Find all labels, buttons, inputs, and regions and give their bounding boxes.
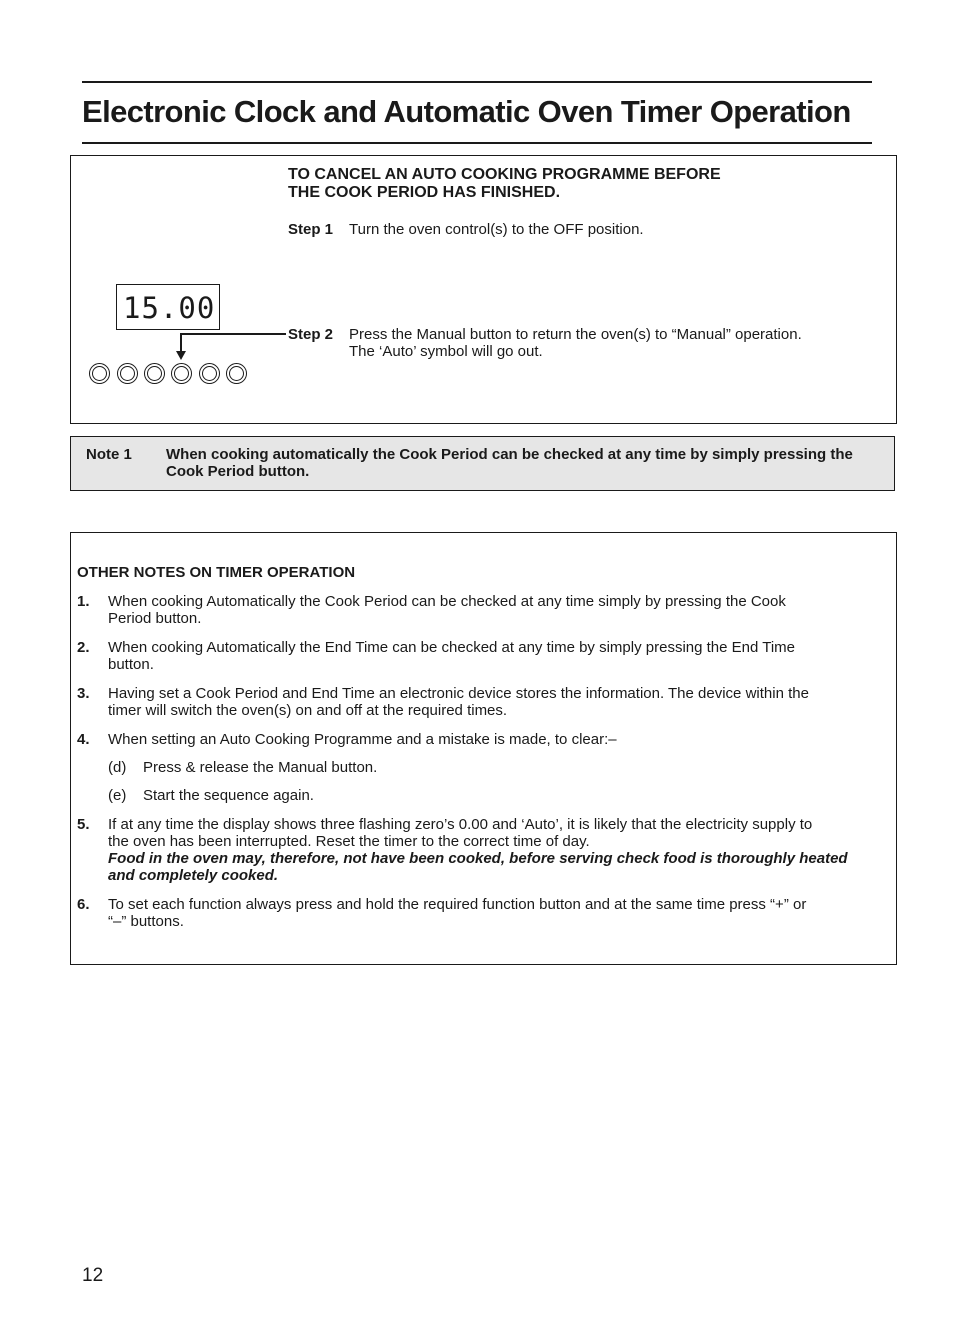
note-1-text: When cooking automatically the Cook Period can be checked at any time by simply pressing the Cook Period button.: [166, 446, 853, 480]
other-notes-box: OTHER NOTES ON TIMER OPERATION 1. When cooking Automatically the Cook Period can be checked at any time simply by pressing the Cook Period button. 2. When cooking Automatically the End Time can be checked at any time by simply pressing the End Time button. 3. Having set a Cook Period and End Time an electronic device stores the information. The device within the timer will switch the oven(s) on and off at the required times. 4. When setting an Auto Cooking Programme and a mistake is made, to clear:– (d) Press & release the Manual button. (e) Start the sequence again. 5. If at any time the display shows three flashing zero’s 0.00 and ‘Auto’, it is likely that the electricity supply to the oven has been interrupted. Reset the timer to the correct time of day. Food in the oven may, therefore, not have been cooked, before serving check food is thoroughly heated and completely cooked. 6. To set each function always press and hold the required function button and at the same time press “+” or “–” buttons.: [70, 532, 897, 965]
timer-button-2: [117, 363, 138, 384]
top-rule: [82, 81, 872, 83]
timer-button-6: [226, 363, 247, 384]
clock-display: [116, 284, 220, 330]
step-2-text: Press the Manual button to return the oven(s) to “Manual” operation. The ‘Auto’ symbol will go out.: [349, 326, 802, 360]
page-number: 12: [82, 1265, 104, 1286]
title-underline: [82, 142, 872, 144]
timer-button-5: [199, 363, 220, 384]
warning-text-line-2: and completely cooked.: [108, 867, 279, 884]
page-title: Electronic Clock and Automatic Oven Timer Operation: [82, 94, 851, 129]
cancel-heading: TO CANCEL AN AUTO COOKING PROGRAMME BEFORE THE COOK PERIOD HAS FINISHED.: [288, 166, 721, 201]
clock-display-digits: 15.00: [123, 291, 216, 325]
other-notes-heading: OTHER NOTES ON TIMER OPERATION: [77, 564, 356, 581]
step-1-text: Turn the oven control(s) to the OFF position.: [349, 221, 644, 238]
timer-button-1: [89, 363, 110, 384]
pointer-line-vertical: [180, 333, 182, 353]
cancel-programme-box: [70, 155, 897, 424]
manual-button: [171, 363, 192, 384]
warning-text-line-1: Food in the oven may, therefore, not have been cooked, before serving check food is thoroughly heated: [108, 850, 848, 867]
step-1-label: Step 1: [288, 221, 334, 238]
step-2-label: Step 2: [288, 326, 334, 343]
note-1-box: [70, 436, 895, 491]
timer-button-3: [144, 363, 165, 384]
arrow-down-icon: [176, 351, 186, 360]
pointer-line-horizontal: [181, 333, 286, 335]
note-1-label: Note 1: [86, 446, 132, 463]
